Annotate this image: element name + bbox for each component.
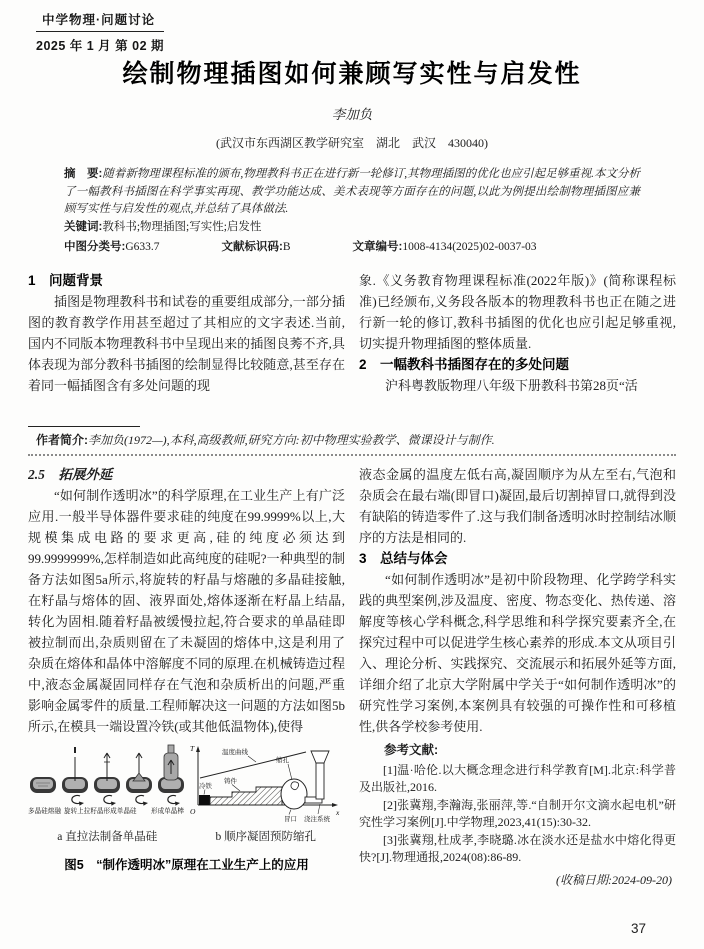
seed-rods: [75, 747, 142, 781]
footnote-text-line: [28, 427, 676, 454]
figure5b-caption: b 顺序凝固预防缩孔: [215, 830, 317, 843]
author-footnote: [28, 426, 676, 456]
shrink-hole-label: 缩孔: [276, 756, 289, 764]
figure5a-label-ingot: 形成单晶棒: [151, 807, 184, 815]
figure5-caption: 图5 “制作透明冰”原理在工业生产上的应用: [64, 857, 309, 872]
article-affiliation: (武汉市东西湖区教学研究室 湖北 武汉 430040): [216, 136, 488, 150]
shrink-hole-shape: [291, 781, 299, 789]
reference-item: [1]温·哈伦.以大概念理念进行科学教育[M].北京:科学普及出版社,2016.: [359, 762, 676, 794]
section2-paragraph: 沪科粤教版物理八年级下册教科书第28页“活: [385, 377, 638, 393]
article-id-label: 文章编号:: [352, 241, 403, 253]
references-label: 参考文献:: [384, 742, 439, 757]
abstract-block: [64, 166, 640, 257]
dotted-divider: [28, 454, 676, 456]
lower-columns: [28, 464, 676, 926]
classification-line: [64, 239, 640, 257]
reference-item: [3]张冀翔,杜成孝,李晓璐.冰在淡水还是盐水中熔化得更快?[J].物理通报,2024(08):86-89.: [359, 832, 676, 864]
clc-value: G633.7: [125, 241, 160, 253]
chill-block: [199, 795, 210, 805]
article-id-item: [353, 239, 537, 257]
t-axis-label: T: [190, 743, 195, 753]
section25-heading: 2.5 拓展外延: [28, 466, 113, 482]
sprue-tube: [316, 763, 324, 799]
abstract-paragraph: [64, 166, 640, 219]
section25-paragraph: “如何制作透明冰”的科学原理,在工业生产上有广泛应用.一般半导体器件要求硅的纯度在99.9999%以上,大规模集成电路的要求更高,硅的纯度必须达到99.9999999%,怎样制造如此高纯度的硅呢?一种典型的制备方法如图5a所示,将旋转的籽晶与熔融的多晶硅接触,在籽晶与熔体的固、液界面处,熔体逐渐在籽晶上结晶,转化为固相.随着籽晶被缓慢拉起,符合要求的单晶硅即被拉制而出,杂质则留在了未凝固的熔体中,这是利用了杂质在熔体和晶体中溶解度不同的原理.在机械铸造过程中,液态金属凝固同样存在气泡和杂质析出的问题,严重影响金属零件的质量.工程师解决这一问题的方法如图5b所示,在模具一端设置冷铁(或其他低温物体),使得: [28, 487, 345, 734]
doc-code-label: 文献标识码:: [221, 241, 283, 253]
article-title: 绘制物理插图如何兼顾写实性与启发性: [122, 60, 582, 88]
upper-right-column: [359, 270, 676, 420]
single-crystal-ingot: [164, 745, 178, 780]
chill-label: 冷铁: [199, 782, 212, 790]
section25-continuation: 液态金属的温度左低右高,凝固顺序为从左至右,气泡和杂质会在最右端(即冒口)凝固,最后切割掉冒口,就得到没有缺陷的铸造零件了.这与我们制备透明冰时控制结冰顺序的方法是相同的.: [359, 466, 676, 545]
temperature-curve: [200, 752, 306, 778]
upper-left-column: [28, 270, 345, 420]
subfigure-captions: [28, 827, 345, 848]
footnote-label: 作者简介:: [36, 432, 88, 447]
abstract-label: 摘 要:: [64, 168, 103, 180]
section3-paragraph: “如何制作透明冰”是初中阶段物理、化学跨学科实践的典型案例,涉及温度、密度、物态变化、热传递、溶解度等核心学科概念,科学思维和科学探究要素齐全,在探究过程中可以促进学生核心素养的形成.本文从项目引入、理论分析、实践探究、交流展示和拓展外延等方面,详细介绍了北京大学附属中学关于“如何制作透明冰”的研究性学习案例,本案例具有较强的可操作性和可移植性,供各学校参考使用.: [359, 571, 676, 734]
clc-item: [64, 239, 160, 257]
lower-right-column: [359, 464, 676, 926]
figure5-subfigures: [28, 741, 345, 825]
section3-heading: 3 总结与体会: [359, 550, 448, 566]
article-author: 李加负: [331, 107, 373, 122]
article-id-value: 1008-4134(2025)02-0037-03: [402, 241, 537, 253]
origin-label: O: [190, 806, 196, 816]
keywords-label: 关键词:: [64, 220, 103, 233]
section2-heading: 2 一幅教科书插图存在的多处问题: [359, 356, 570, 372]
x-axis-label: x: [336, 807, 340, 817]
lower-left-column: [28, 464, 345, 926]
reference-item: [2]张冀翔,李瀚海,张丽萍,等.“自制开尔文滴水起电机”研究性学习案例[J].中学物理,2023,41(15):30-32.: [359, 797, 676, 829]
section1-continuation: 象.《义务教育物理课程标准(2022年版)》(简称课程标准)已经颁布,义务段各版本的物理教科书也正在随之进行新一轮的修订,教科书插图的优化也应引起足够重视,切实提升物理插图的整体质量.: [359, 272, 676, 351]
page-number: 37: [630, 921, 646, 936]
doc-code-value: B: [282, 241, 291, 253]
keywords-text: 教科书;物理插图;写实性;启发性: [102, 220, 262, 233]
figure5: [28, 741, 345, 876]
upper-columns: [28, 270, 676, 420]
footnote-text: 李加负(1972—),本科,高级教师,研究方向:初中物理实验教学、微课设计与制作.: [88, 432, 495, 447]
journal-issue: 2025 年 1 月 第 02 期: [36, 39, 165, 53]
figure5a-caption: a 直拉法制备单晶硅: [57, 830, 158, 843]
riser-label: 冒口: [284, 815, 297, 823]
pouring-label: 浇注系统: [304, 815, 330, 823]
temperature-curve-label: 温度曲线: [222, 748, 248, 756]
journal-name: 中学物理·问题讨论: [36, 10, 164, 32]
pouring-cup: [311, 751, 329, 763]
figure5a-label-pull: 旋转上拉籽晶形成单晶硅: [64, 807, 137, 815]
casting-label: 铸件: [224, 777, 237, 785]
figure5a-label-melt: 多晶硅熔融: [28, 807, 61, 815]
rotation-arrows: [72, 795, 176, 803]
casting-shape: [210, 787, 282, 805]
clc-label: 中图分类号:: [64, 241, 126, 253]
section1-paragraph: 插图是物理教科书和试卷的重要组成部分,一部分插图的教育教学作用甚至超过了其相应的文字表述.当前,国内不同版本物理教科书中呈现出来的插图良莠不齐,具体表现为部分教科书插图的绘制显得比较随意,甚至存在着同一幅插图含有多处问题的现: [28, 293, 345, 393]
section1-heading: 1 问题背景: [28, 272, 104, 288]
rotation-arrowheads: [79, 801, 180, 805]
figure5b-diagram: [188, 741, 345, 825]
figure5a-diagram: [28, 741, 188, 825]
journal-header: [36, 10, 164, 54]
doc-code-item: [222, 239, 291, 257]
received-date: (收稿日期:2024-09-20): [556, 872, 672, 887]
keywords-line: [64, 219, 640, 237]
abstract-text: 随着新物理课程标准的颁布,物理教科书正在进行新一轮修订,其物理插图的优化也应引起足够重视.本文分析了一幅教科书插图在科学事实再现、教学功能达成、美术表现等方面存在的问题,以此为例提出绘制物理插图应兼顾写实性与启发性的观点,并总结了具体做法.: [64, 168, 640, 215]
